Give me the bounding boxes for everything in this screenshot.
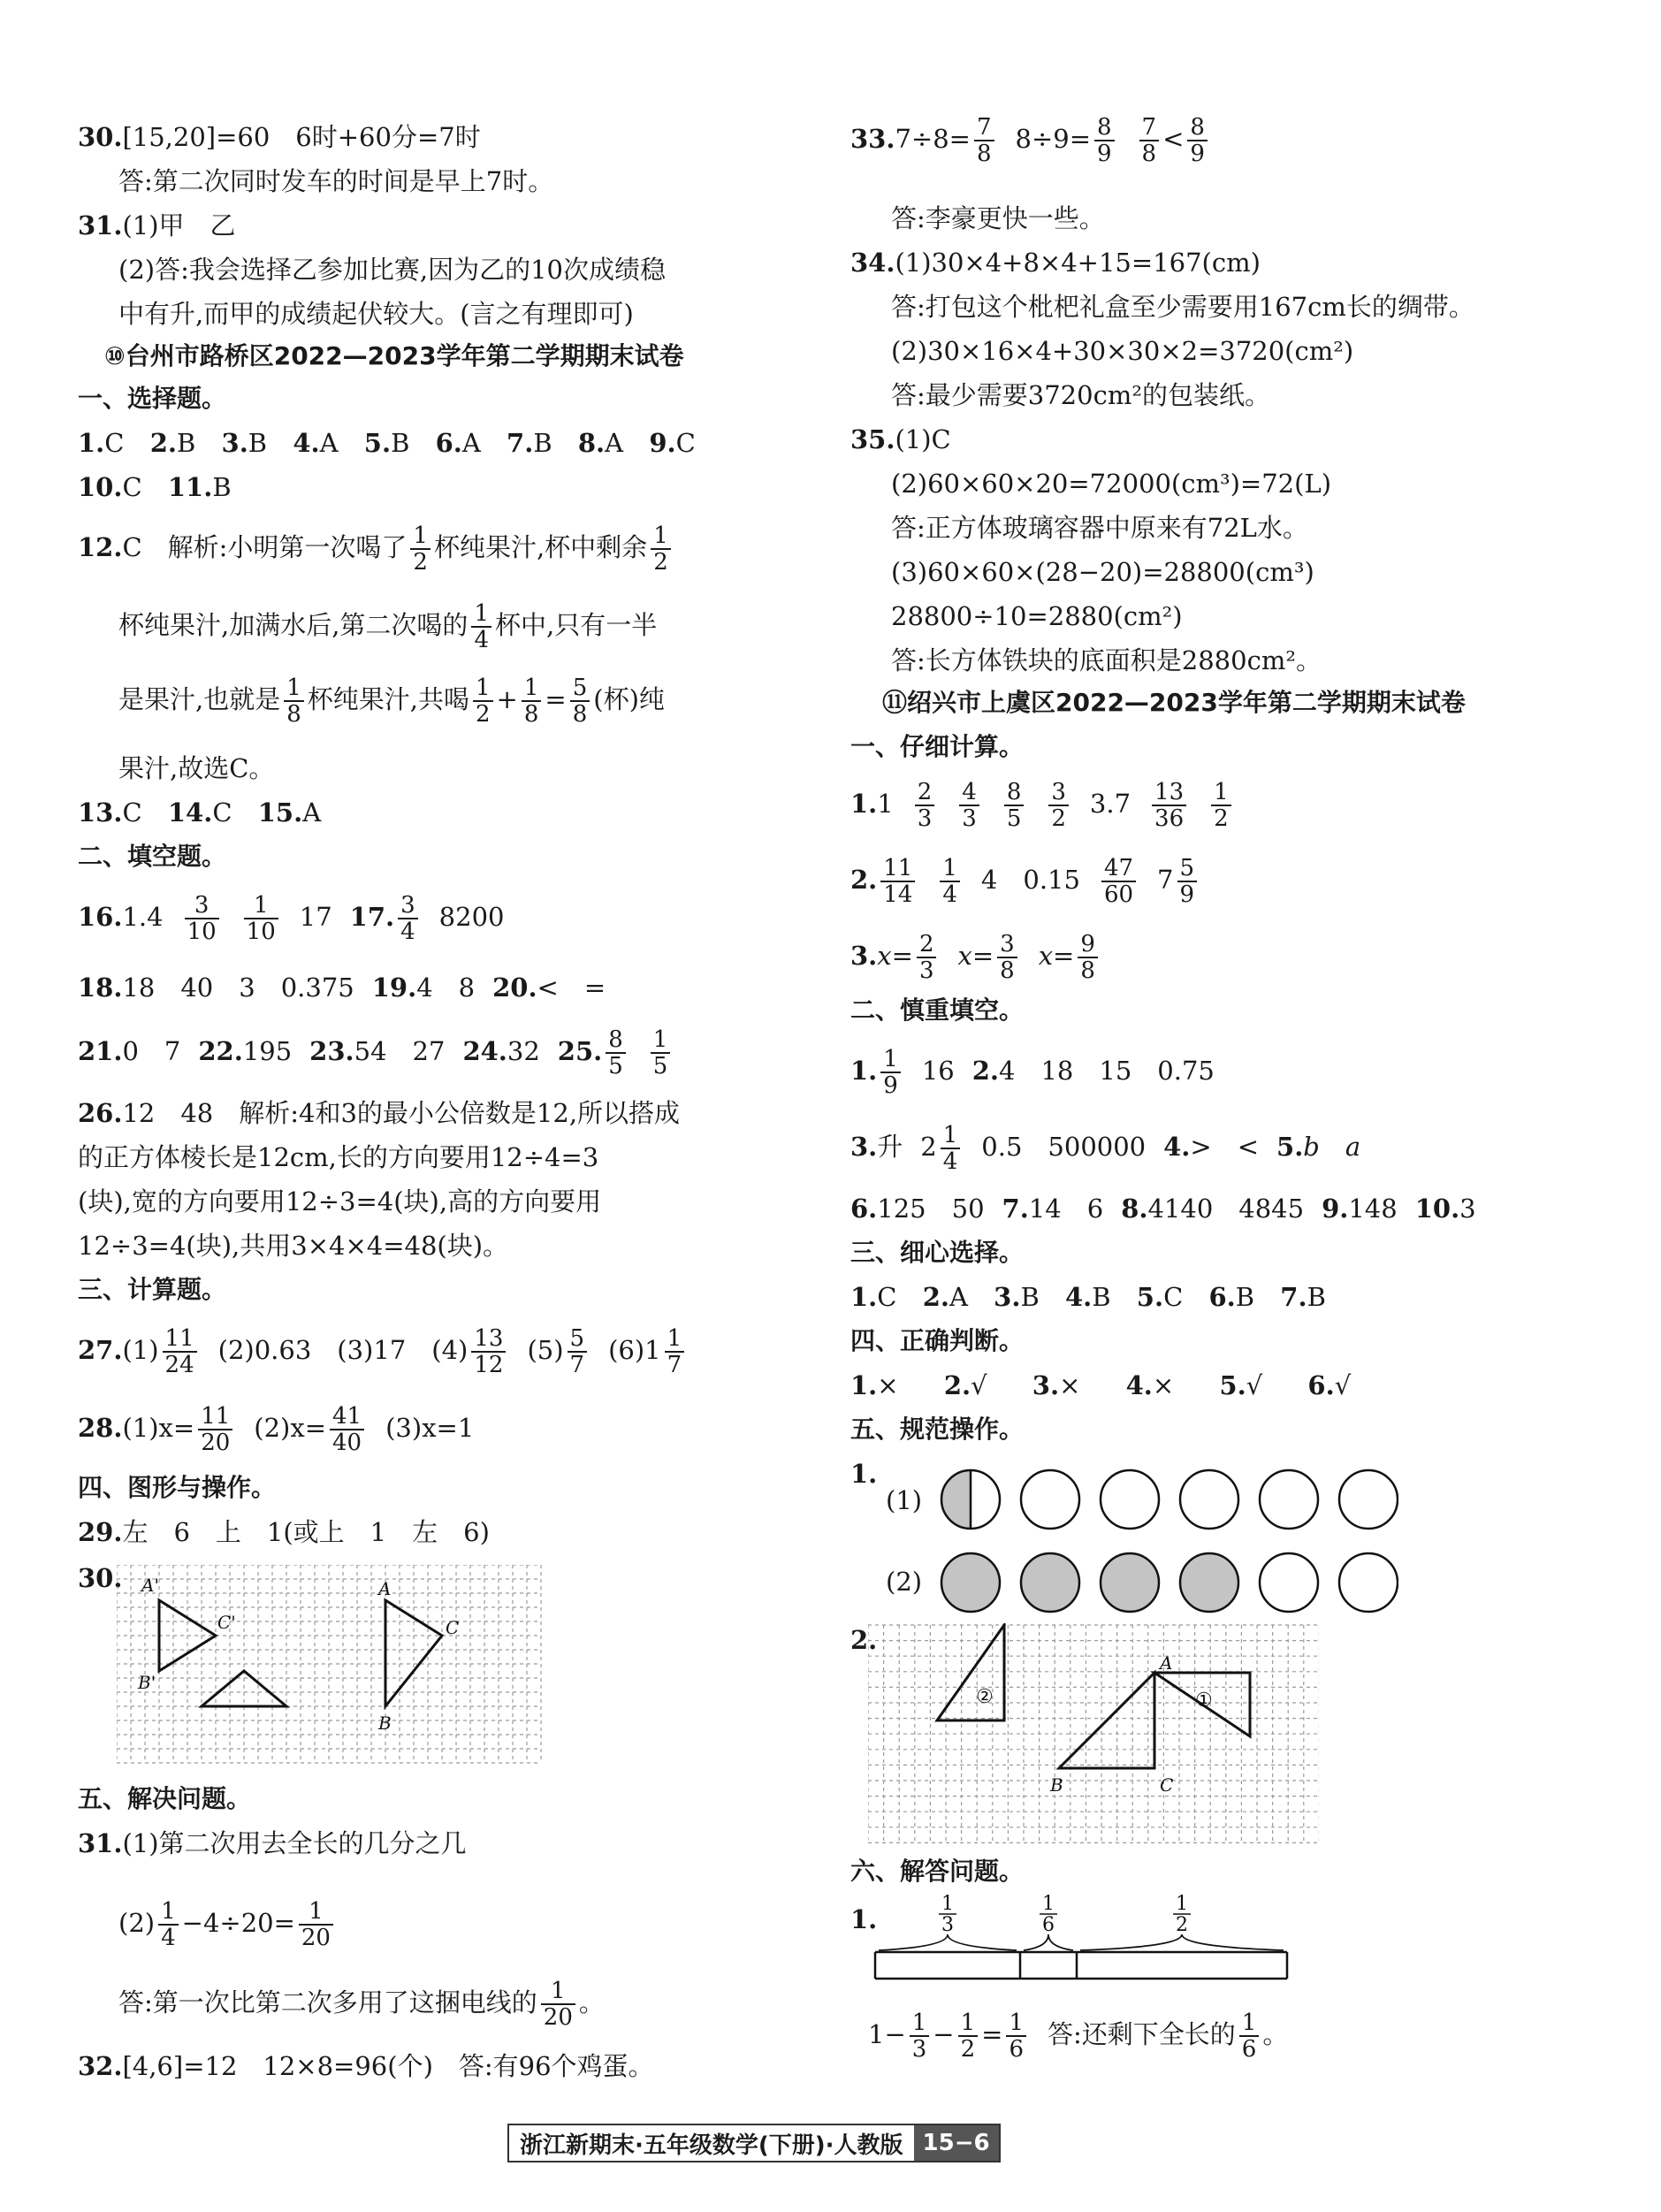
brace-1	[879, 1934, 1017, 1950]
label-c2: C	[1160, 1774, 1174, 1796]
fraction: $\frac{7}{8}$	[974, 115, 994, 166]
section-select: 三、细心选择。	[850, 1238, 1025, 1267]
seg2-den: 6	[1042, 1914, 1055, 1936]
fraction: $\frac{1}{3}$	[910, 2010, 930, 2062]
fraction: $\frac{1}{9}$	[880, 1047, 901, 1098]
footer-title: 浙江新期末·五年级数学(下册)·人教版	[520, 2132, 903, 2159]
q31b-part2: (2) $\frac{1}{4}$ −4÷20= $\frac{1}{20}$	[78, 1899, 337, 1950]
fraction: $\frac{1}{8}$	[522, 675, 542, 727]
q30-line: 30.[15,20]=60 6时+60分=7时	[78, 122, 481, 152]
circle-r1-4	[1180, 1470, 1238, 1529]
fraction: $\frac{1}{5}$	[651, 1027, 671, 1079]
fraction: $\frac{13}{36}$	[1152, 780, 1186, 831]
fraction: $\frac{5}{7}$	[568, 1326, 588, 1377]
fraction: $\frac{8}{9}$	[1187, 115, 1208, 166]
label-a2: A	[1160, 1652, 1173, 1674]
q27-line: 27.(1) $\frac{11}{24}$ (2)0.63 (3)17 (4) $\frac{13}{12}$ (5) $\frac{5}{7}$ (6)1 $\frac{1}{7}$	[78, 1326, 688, 1377]
circle-shading-figure	[939, 1462, 1398, 1621]
circle-r1-6	[1339, 1470, 1398, 1529]
q33-line: 33.7÷8= $\frac{7}{8}$ 8÷9= $\frac{8}{9}$ $\frac{7}{8}$ < $\frac{8}{9}$	[850, 115, 1211, 166]
fraction: $\frac{1}{6}$	[1239, 2010, 1260, 2062]
fraction: $\frac{8}{9}$	[1094, 115, 1115, 166]
fraction: $\frac{1}{7}$	[665, 1326, 685, 1377]
brace-3	[1080, 1934, 1284, 1950]
fraction: $\frac{3}{4}$	[398, 893, 418, 944]
q26-line2: 的正方体棱长是12cm,长的方向要用12÷4=3	[78, 1142, 599, 1172]
fraction: $\frac{1}{4}$	[941, 1123, 961, 1174]
fill-row-6: 6.125 50 7.14 6 8.4140 4845 9.148 10.3	[850, 1194, 1476, 1224]
circle-r2-1	[941, 1553, 1000, 1612]
q26-line1: 26.12 48 解析:4和3的最小公倍数是12,所以搭成	[78, 1098, 681, 1128]
fraction: $\frac{5}{8}$	[570, 675, 590, 727]
circle-r1-3	[1101, 1470, 1159, 1529]
fraction: $\frac{1}{4}$	[471, 601, 491, 652]
choice-row-2: 10.C 11.B	[78, 472, 232, 502]
exam-title-11: ⑪绍兴市上虞区2022—2023学年第二学期期末试卷	[882, 688, 1466, 717]
page-footer	[507, 2124, 1001, 2162]
fraction: $\frac{7}{8}$	[1139, 115, 1160, 166]
seg2-num: 1	[1042, 1894, 1055, 1915]
label-circle-1: ①	[1195, 1690, 1213, 1712]
fraction: $\frac{3}{10}$	[185, 893, 219, 944]
page-number: 15−6	[914, 2125, 999, 2161]
fraction: $\frac{1}{20}$	[299, 1899, 333, 1950]
operate-1-label-2: (2)	[886, 1567, 923, 1597]
fraction: $\frac{11}{24}$	[163, 1326, 197, 1377]
q35-part2: (2)60×60×20=72000(cm³)=72(L)	[891, 469, 1332, 499]
q12-line2: 杯纯果汁,加满水后,第二次喝的 $\frac{1}{4}$ 杯中,只有一半	[118, 600, 658, 653]
q35-part3: (3)60×60×(28−20)=28800(cm³)	[891, 557, 1314, 587]
q34-answer2: 答:最少需要3720cm²的包装纸。	[891, 380, 1270, 410]
q21-line: 21.0 7 22.195 23.54 27 24.32 25. $\frac{8}{5}$ $\frac{1}{5}$	[78, 1027, 674, 1079]
q31-part2-line1: (2)答:我会选择乙参加比赛,因为乙的10次成绩稳	[118, 255, 666, 285]
q35-answer3: 答:长方体铁块的底面积是2880cm²。	[891, 645, 1322, 675]
q26-line3: (块),宽的方向要用12÷3=4(块),高的方向要用	[78, 1186, 602, 1217]
q35-answer2: 答:正方体玻璃容器中原来有72L水。	[891, 513, 1308, 543]
fraction: $\frac{1}{20}$	[541, 1979, 575, 2030]
compute-row-2: 2. $\frac{11}{14}$ $\frac{1}{4}$ 4 0.15 $\frac{47}{60}$ 7 $\frac{5}{9}$	[850, 856, 1200, 907]
section-fill2: 二、慎重填空。	[850, 995, 1025, 1025]
fraction: $\frac{9}{8}$	[1078, 932, 1098, 983]
label-a: A	[378, 1578, 392, 1599]
segment-diagram	[868, 1894, 1292, 2000]
compute-row-1: 1.1 $\frac{2}{3}$ $\frac{4}{3}$ $\frac{8}{5}$ $\frac{3}{2}$ 3.7 $\frac{13}{36}$ $\frac{1}{2}$	[850, 780, 1235, 831]
section-choice: 一、选择题。	[78, 384, 227, 413]
section-geometry: 四、图形与操作。	[78, 1473, 277, 1502]
q33-answer: 答:李豪更快一些。	[891, 203, 1105, 233]
choice-row-3: 13.C 14.C 15.A	[78, 797, 322, 828]
fraction: $\frac{4}{3}$	[959, 780, 979, 831]
select-row: 1.C 2.A 3.B 4.B 5.C 6.B 7.B	[850, 1282, 1326, 1312]
operate-2-number: 2.	[850, 1625, 878, 1655]
choice-row-1: 1.C 2.B 3.B 4.A 5.B 6.A 7.B 8.A 9.C	[78, 428, 696, 458]
brace-2	[1024, 1934, 1073, 1950]
fraction: $\frac{41}{40}$	[330, 1404, 364, 1455]
q12-line1: 12.C 解析:小明第一次喝了 $\frac{1}{2}$ 杯纯果汁,杯中剩余 $\frac{1}{2}$	[78, 523, 674, 575]
seg3-den: 2	[1176, 1914, 1188, 1936]
fraction: $\frac{1}{6}$	[1006, 2010, 1026, 2062]
rotation-grid	[868, 1623, 1319, 1844]
compute-row-3: 3.x= $\frac{2}{3}$ x= $\frac{3}{8}$ x= $\frac{9}{8}$	[850, 932, 1101, 983]
fraction: $\frac{11}{14}$	[880, 856, 915, 907]
operate-1-number: 1.	[850, 1459, 878, 1489]
circle-r2-4	[1180, 1553, 1238, 1612]
q31-line: 31.(1)甲 乙	[78, 210, 236, 240]
label-b-prime: B'	[138, 1672, 156, 1693]
answer-1-number: 1.	[850, 1904, 878, 1934]
q34-part2: (2)30×16×4+30×30×2=3720(cm²)	[891, 336, 1354, 366]
q29-line: 29.左 6 上 1(或上 1 左 6)	[78, 1517, 490, 1547]
circle-r2-2	[1021, 1553, 1079, 1612]
fill-row-3: 3.升 2 $\frac{1}{4}$ 0.5 500000 4.> < 5.b a	[850, 1122, 1361, 1175]
seg3-num: 1	[1176, 1894, 1188, 1915]
fraction: $\frac{11}{20}$	[198, 1404, 232, 1455]
section-answer: 六、解答问题。	[850, 1857, 1025, 1886]
translation-grid	[117, 1565, 550, 1775]
section-calc: 三、计算题。	[78, 1275, 227, 1304]
label-a-prime: A'	[141, 1575, 159, 1596]
section-compute: 一、仔细计算。	[850, 732, 1025, 761]
fraction: $\frac{2}{3}$	[917, 932, 937, 983]
fraction: $\frac{1}{2}$	[1211, 780, 1231, 831]
q34-answer1: 答:打包这个枇杷礼盒至少需要用167cm长的绸带。	[891, 292, 1474, 322]
fraction: $\frac{1}{8}$	[284, 675, 304, 727]
fraction: $\frac{5}{9}$	[1177, 856, 1198, 907]
circle-r2-3	[1101, 1553, 1159, 1612]
answer-1-equation: 1− $\frac{1}{3}$ − $\frac{1}{2}$ = $\frac{1}{6}$ 答:还剩下全长的 $\frac{1}{6}$ 。	[868, 2010, 1289, 2063]
label-c: C	[446, 1617, 460, 1638]
section-operate: 五、规范操作。	[850, 1415, 1025, 1444]
circle-r2-5	[1260, 1553, 1318, 1612]
section-fill: 二、填空题。	[78, 842, 227, 871]
label-b2: B	[1050, 1774, 1063, 1796]
fraction: $\frac{3}{8}$	[997, 932, 1017, 983]
q30-figure-number: 30.	[78, 1563, 123, 1593]
fraction: $\frac{2}{3}$	[915, 780, 935, 831]
fraction: $\frac{1}{2}$	[410, 523, 430, 575]
q30-answer: 答:第二次同时发车的时间是早上7时。	[118, 166, 554, 196]
section-solve: 五、解决问题。	[78, 1784, 252, 1813]
circle-r1-5	[1260, 1470, 1318, 1529]
half-shade	[941, 1470, 971, 1529]
q18-line: 18.18 40 3 0.375 19.4 8 20.< =	[78, 973, 606, 1003]
q32-line: 32.[4,6]=12 12×8=96(个) 答:有96个鸡蛋。	[78, 2051, 654, 2081]
q31b-line: 31.(1)第二次用去全长的几分之几	[78, 1828, 467, 1858]
judge-row: 1.× 2.√ 3.× 4.× 5.√ 6.√	[850, 1370, 1352, 1400]
q26-line4: 12÷3=4(块),共用3×4×4=48(块)。	[78, 1231, 509, 1261]
fraction: $\frac{47}{60}$	[1101, 856, 1136, 907]
triangle-2	[937, 1625, 1004, 1720]
q12-line3: 是果汁,也就是 $\frac{1}{8}$ 杯纯果汁,共喝 $\frac{1}{2}$ + $\frac{1}{8}$ = $\frac{5}{8}$ (杯)纯	[118, 675, 665, 728]
section-judge: 四、正确判断。	[850, 1326, 1025, 1355]
q28-line: 28.(1)x= $\frac{11}{20}$ (2)x= $\frac{41}{40}$ (3)x=1	[78, 1403, 475, 1456]
fraction: $\frac{1}{10}$	[244, 893, 278, 944]
q31b-answer: 答:第一次比第二次多用了这捆电线的 $\frac{1}{20}$ 。	[118, 1978, 605, 2031]
fraction: $\frac{8}{5}$	[606, 1027, 626, 1079]
seg1-den: 3	[941, 1914, 954, 1936]
fill-row-1: 1. $\frac{1}{9}$ 16 2.4 18 15 0.75	[850, 1046, 1215, 1099]
q31-part2-line2: 中有升,而甲的成绩起伏较大。(言之有理即可)	[118, 299, 634, 329]
fraction: $\frac{13}{12}$	[471, 1326, 506, 1377]
fraction: $\frac{1}{2}$	[651, 523, 671, 575]
seg1-num: 1	[941, 1894, 954, 1915]
circle-r2-6	[1339, 1553, 1398, 1612]
fraction: $\frac{1}{4}$	[940, 856, 960, 907]
fraction: $\frac{1}{2}$	[958, 2010, 979, 2062]
circle-r1-2	[1021, 1470, 1079, 1529]
fraction: $\frac{3}{2}$	[1048, 780, 1069, 831]
label-b: B	[378, 1712, 392, 1734]
fraction: $\frac{1}{2}$	[473, 675, 493, 727]
q16-line: 16.1.4 $\frac{3}{10}$ $\frac{1}{10}$ 17 17. $\frac{3}{4}$ 8200	[78, 892, 505, 945]
q12-line4: 果汁,故选C。	[118, 753, 275, 783]
fraction: $\frac{8}{5}$	[1004, 780, 1025, 831]
fraction: $\frac{1}{4}$	[158, 1899, 179, 1950]
q35-line: 35.(1)C	[850, 424, 951, 454]
label-circle-2: ②	[976, 1686, 994, 1708]
q35-part3b: 28800÷10=2880(cm²)	[891, 601, 1183, 631]
exam-title-10: ⑩台州市路桥区2022—2023学年第二学期期末试卷	[104, 341, 684, 370]
q34-line: 34.(1)30×4+8×4+15=167(cm)	[850, 248, 1261, 278]
operate-1-label-1: (1)	[886, 1485, 923, 1515]
label-c-prime: C'	[217, 1612, 236, 1633]
